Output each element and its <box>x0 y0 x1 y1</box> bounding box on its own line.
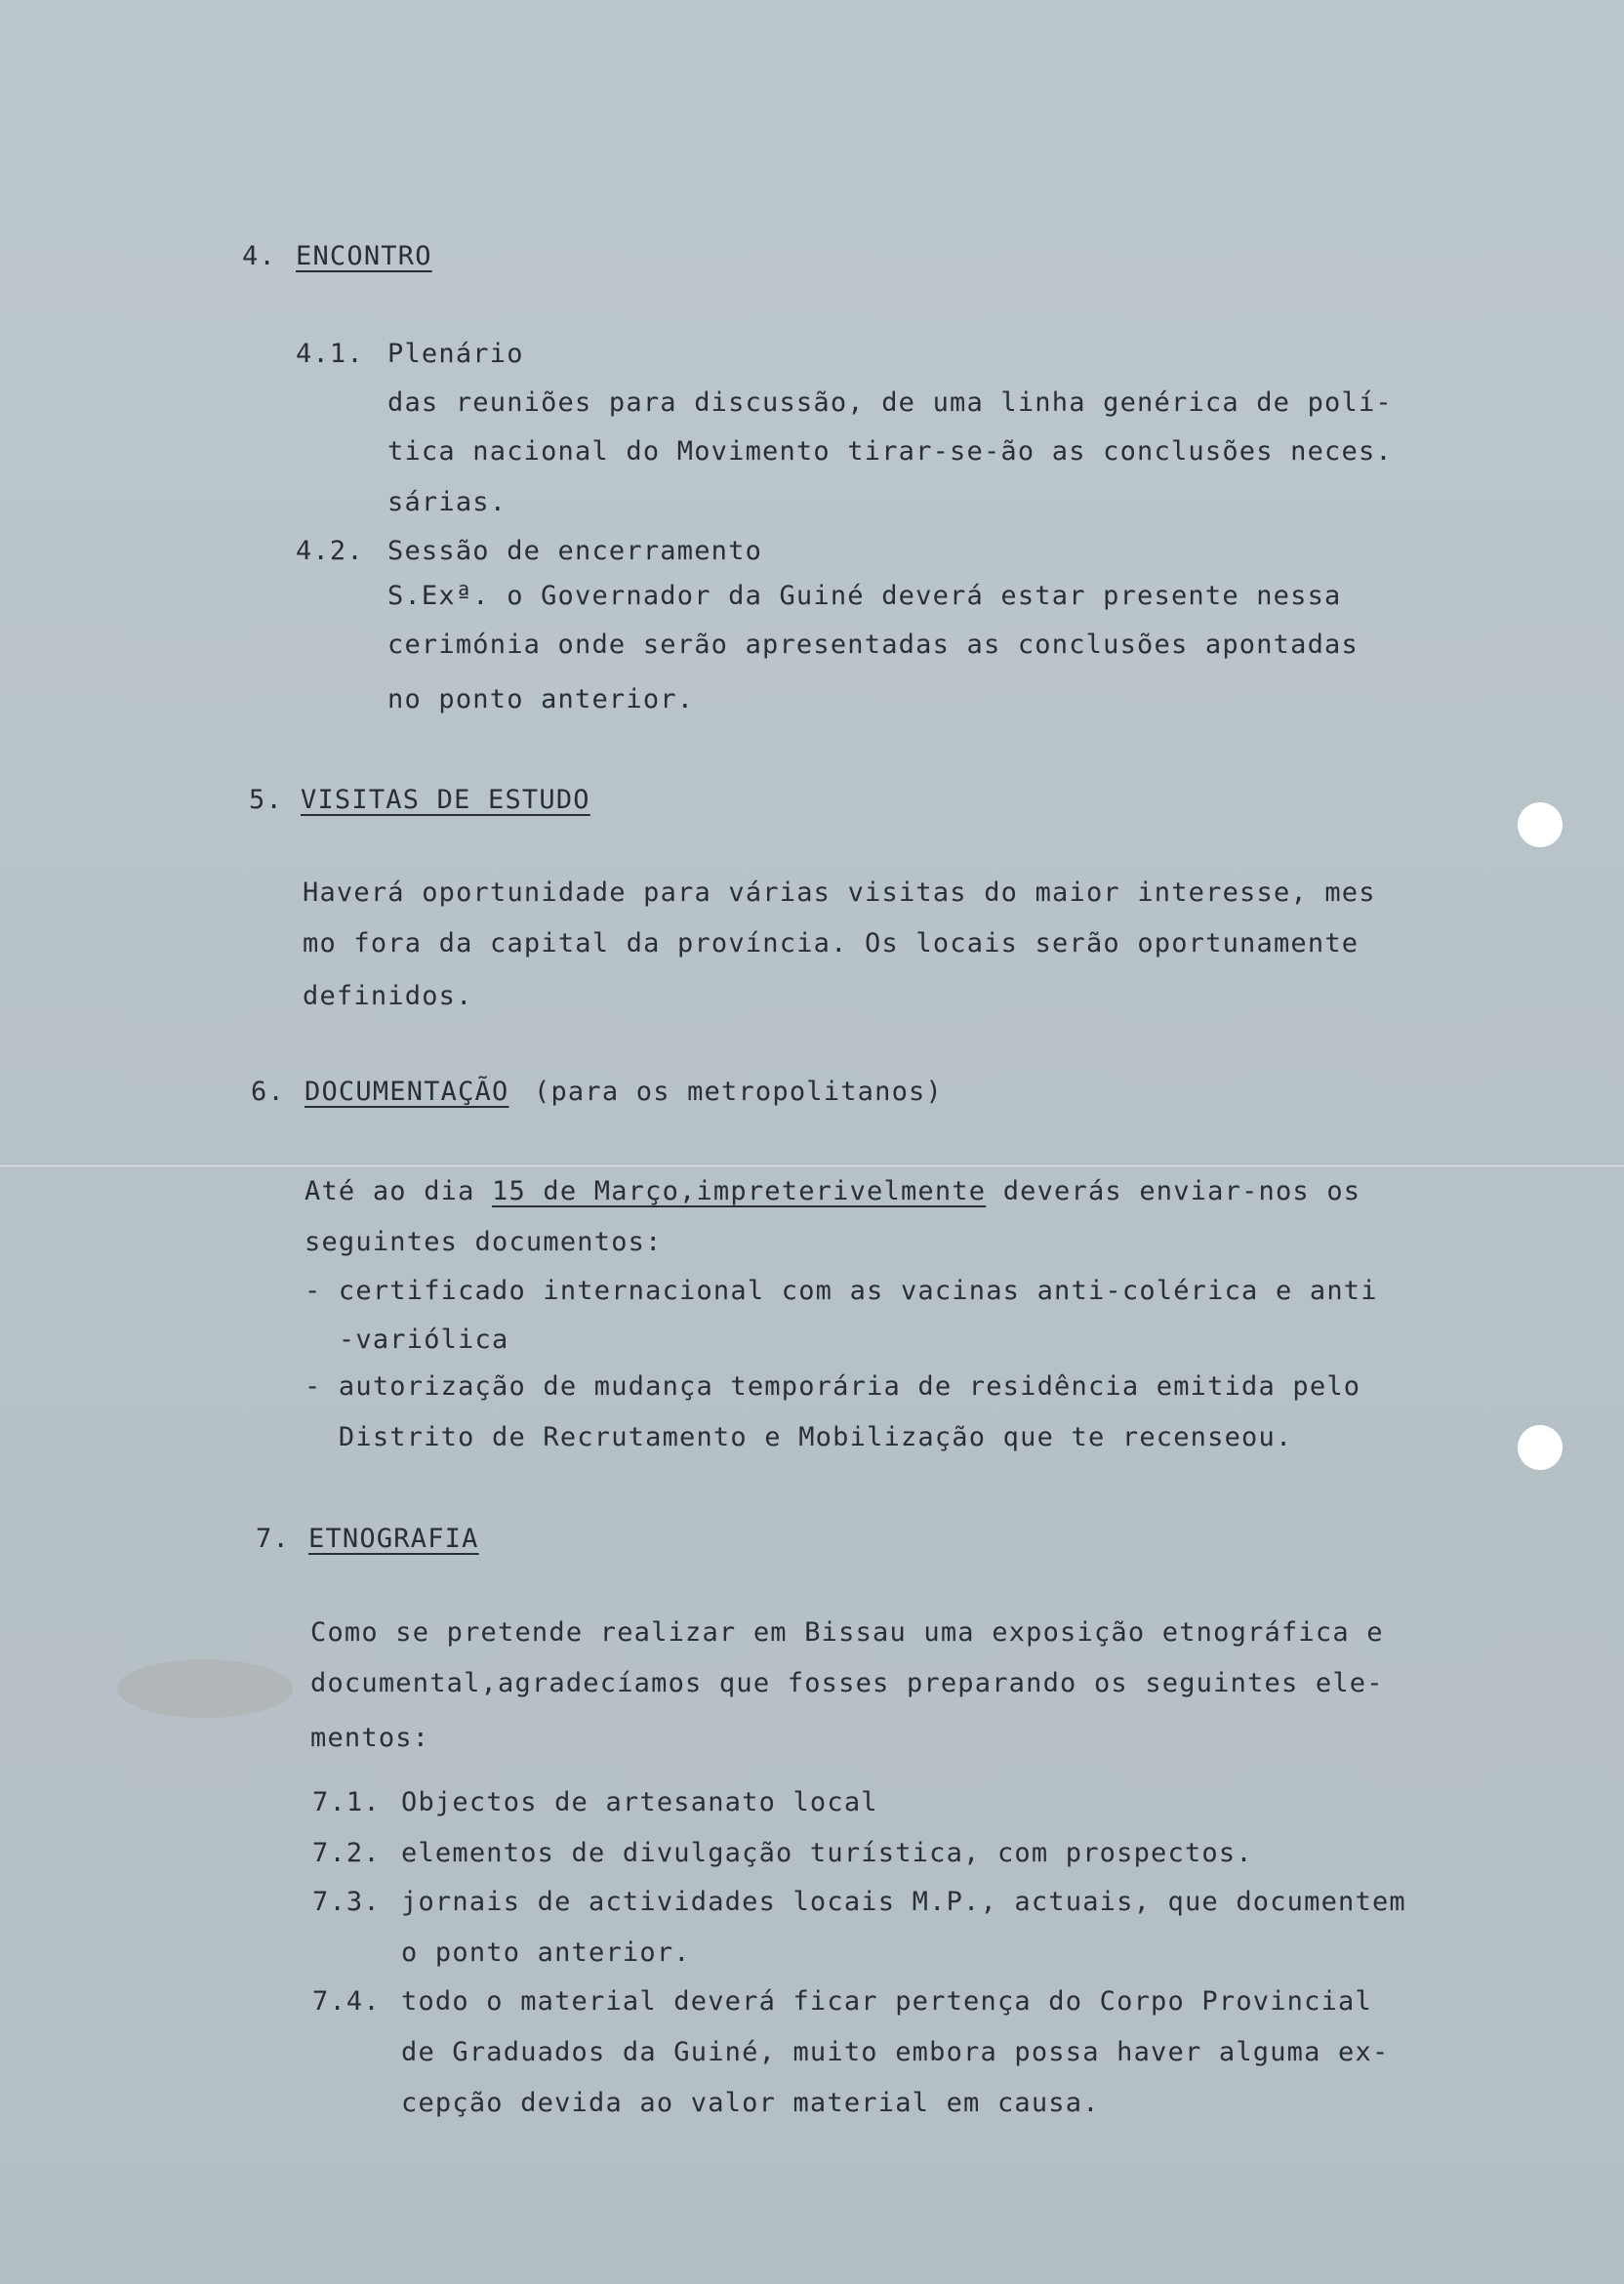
section-6-number: 6. <box>251 1077 285 1107</box>
section-5-number: 5. <box>249 785 283 815</box>
paragraph-line: das reuniões para discussão, de uma linha genérica de polí- <box>387 387 1393 418</box>
item-7-2-number: 7.2. <box>312 1838 381 1868</box>
section-6-title: DOCUMENTAÇÃO <box>304 1077 509 1107</box>
paragraph-line: sárias. <box>387 487 508 517</box>
bullet-line: - certificado internacional com as vacinas anti-colérica e anti <box>304 1276 1378 1306</box>
paragraph-line: S.Exª. o Governador da Guiné deverá estar presente nessa <box>387 581 1342 611</box>
section-4-title: ENCONTRO <box>296 241 432 271</box>
paper-fold <box>0 1163 1624 1167</box>
item-7-3-text: jornais de actividades locais M.P., actuais, que documentem <box>401 1887 1406 1917</box>
stain <box>117 1659 293 1718</box>
section-6-intro <box>304 1175 1360 1208</box>
section-6-subtitle: (para os metropolitanos) <box>534 1077 943 1107</box>
item-7-4-text: todo o material deverá ficar pertença do Corpo Provincial <box>401 1986 1372 2017</box>
subsection-4-2-number: 4.2. <box>296 536 364 566</box>
paragraph-line: Como se pretende realizar em Bissau uma exposição etnográfica e <box>310 1617 1384 1648</box>
item-7-3-number: 7.3. <box>312 1887 381 1917</box>
item-7-4-text: de Graduados da Guiné, muito embora possa haver alguma ex- <box>401 2037 1390 2067</box>
paragraph-line: seguintes documentos: <box>304 1227 663 1257</box>
item-7-4-number: 7.4. <box>312 1986 381 2017</box>
item-7-3-text: o ponto anterior. <box>401 1937 691 1968</box>
section-7-number: 7. <box>256 1524 290 1554</box>
punch-hole-bottom <box>1518 1425 1563 1470</box>
bullet-line: -variólica <box>304 1325 509 1355</box>
punch-hole-top <box>1518 802 1563 847</box>
paragraph-line: cerimónia onde serão apresentadas as conclusões apontadas <box>387 630 1359 660</box>
subsection-4-2-title: Sessão de encerramento <box>387 536 763 566</box>
paragraph-line: mentos: <box>310 1723 430 1753</box>
intro-text: Até ao dia <box>304 1176 493 1206</box>
item-7-1-text: Objectos de artesanato local <box>401 1787 878 1817</box>
paragraph-line: mo fora da capital da província. Os locais serão oportunamente <box>303 928 1360 958</box>
intro-text: deverás enviar-nos os <box>986 1176 1361 1206</box>
paragraph-line: Haverá oportunidade para várias visitas do maior interesse, mes <box>303 877 1376 908</box>
subsection-4-1-number: 4.1. <box>296 339 364 369</box>
item-7-1-number: 7.1. <box>312 1787 381 1817</box>
paragraph-line: tica nacional do Movimento tirar-se-ão as conclusões neces. <box>387 436 1393 467</box>
bullet-line: Distrito de Recrutamento e Mobilização que te recenseou. <box>304 1422 1293 1452</box>
paragraph-line: definidos. <box>303 981 473 1011</box>
section-5-title: VISITAS DE ESTUDO <box>301 785 590 815</box>
item-7-4-text: cepção devida ao valor material em causa. <box>401 2088 1100 2118</box>
item-7-2-text: elementos de divulgação turística, com prospectos. <box>401 1838 1253 1868</box>
paragraph-line: documental,agradecíamos que fosses preparando os seguintes ele- <box>310 1668 1384 1698</box>
section-4-number: 4. <box>242 241 276 271</box>
subsection-4-1-title: Plenário <box>387 339 524 369</box>
bullet-line: - autorização de mudança temporária de residência emitida pelo <box>304 1371 1361 1402</box>
section-7-title: ETNOGRAFIA <box>308 1524 479 1554</box>
deadline-date: 15 de Março,impreterivelmente <box>492 1176 987 1206</box>
paragraph-line: no ponto anterior. <box>387 684 695 714</box>
